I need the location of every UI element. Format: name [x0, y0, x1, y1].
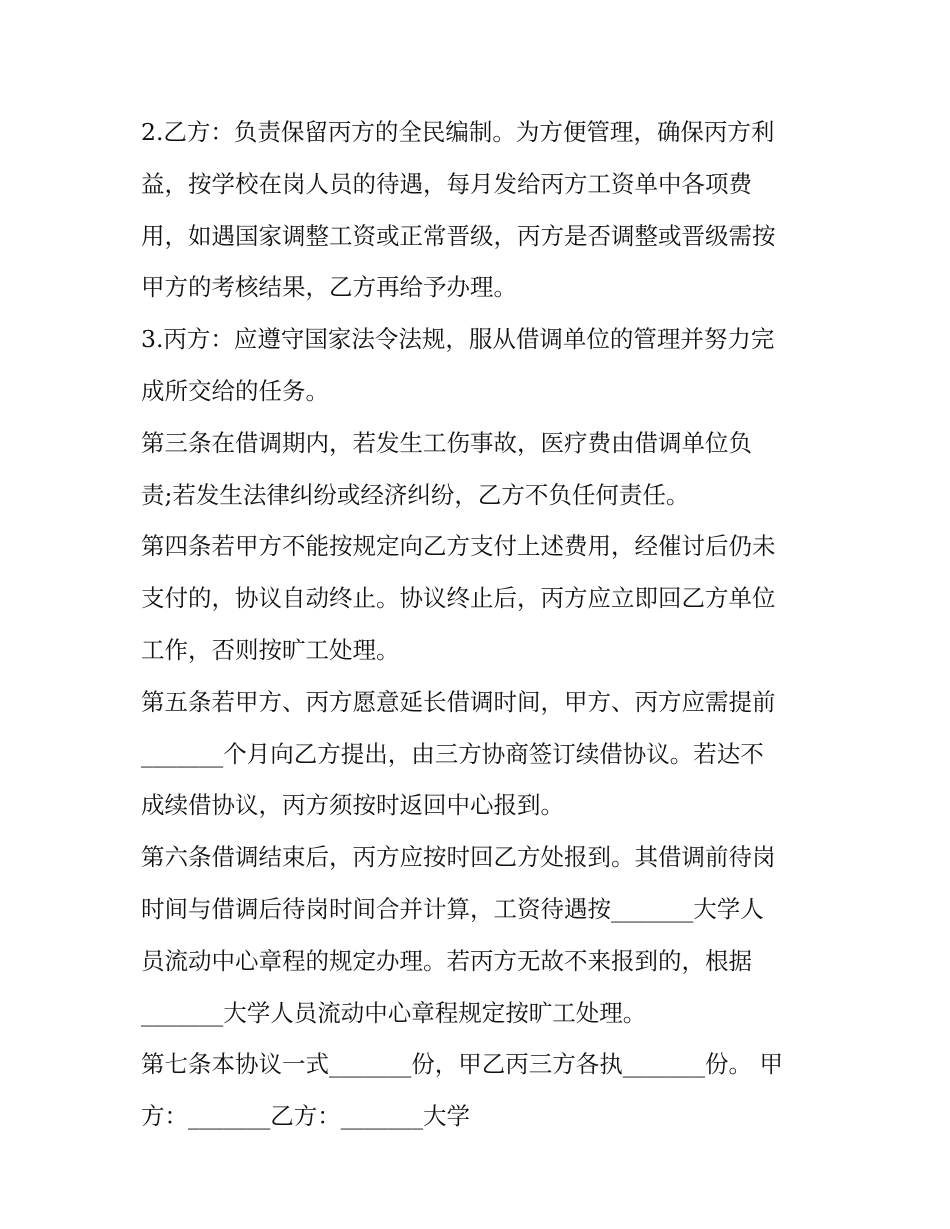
text-line: 成所交给的任务。 [141, 376, 329, 405]
text-line: _______个月向乙方提出，由三方协商签订续借协议。若达不 [141, 739, 764, 768]
text-line: 员流动中心章程的规定办理。若丙方无故不来报到的，根据 [141, 946, 752, 975]
agreement-text [141, 107, 821, 1143]
text-line: 工作，否则按旷工处理。 [141, 635, 400, 664]
text-line: 3.丙方：应遵守国家法令法规，服从借调单位的管理并努力完 [141, 325, 775, 354]
text-line: 第四条若甲方不能按规定向乙方支付上述费用，经催讨后仍未 [141, 532, 776, 561]
text-line: 时间与借调后待岗时间合并计算，工资待遇按_______大学人 [141, 894, 764, 923]
text-line: 责;若发生法律纠纷或经济纠纷，乙方不负任何责任。 [141, 480, 690, 509]
text-line: 成续借协议，丙方须按时返回中心报到。 [141, 791, 564, 820]
text-line: _______大学人员流动中心章程规定按旷工处理。 [141, 998, 647, 1027]
text-line: 2.乙方：负责保留丙方的全民编制。为方便管理，确保丙方利 [141, 118, 775, 146]
text-line: 第六条借调结束后，丙方应按时回乙方处报到。其借调前待岗 [141, 843, 776, 872]
text-line: 第三条在借调期内，若发生工伤事故，医疗费由借调单位负 [141, 428, 752, 457]
text-line: 支付的，协议自动终止。协议终止后，丙方应立即回乙方单位 [141, 584, 776, 613]
text-line: 甲方的考核结果，乙方再给予办理。 [141, 273, 517, 302]
text-line: 方：_______乙方：_______大学 [141, 1102, 470, 1131]
text-line: 益，按学校在岗人员的待遇，每月发给丙方工资单中各项费 [141, 169, 752, 198]
text-line: 第五条若甲方、丙方愿意延长借调时间，甲方、丙方应需提前 [141, 687, 776, 716]
text-line: 用，如遇国家调整工资或正常晋级，丙方是否调整或晋级需按 [141, 221, 776, 250]
text-line: 第七条本协议一式_______份，甲乙丙三方各执_______份。 甲 [141, 1050, 783, 1079]
